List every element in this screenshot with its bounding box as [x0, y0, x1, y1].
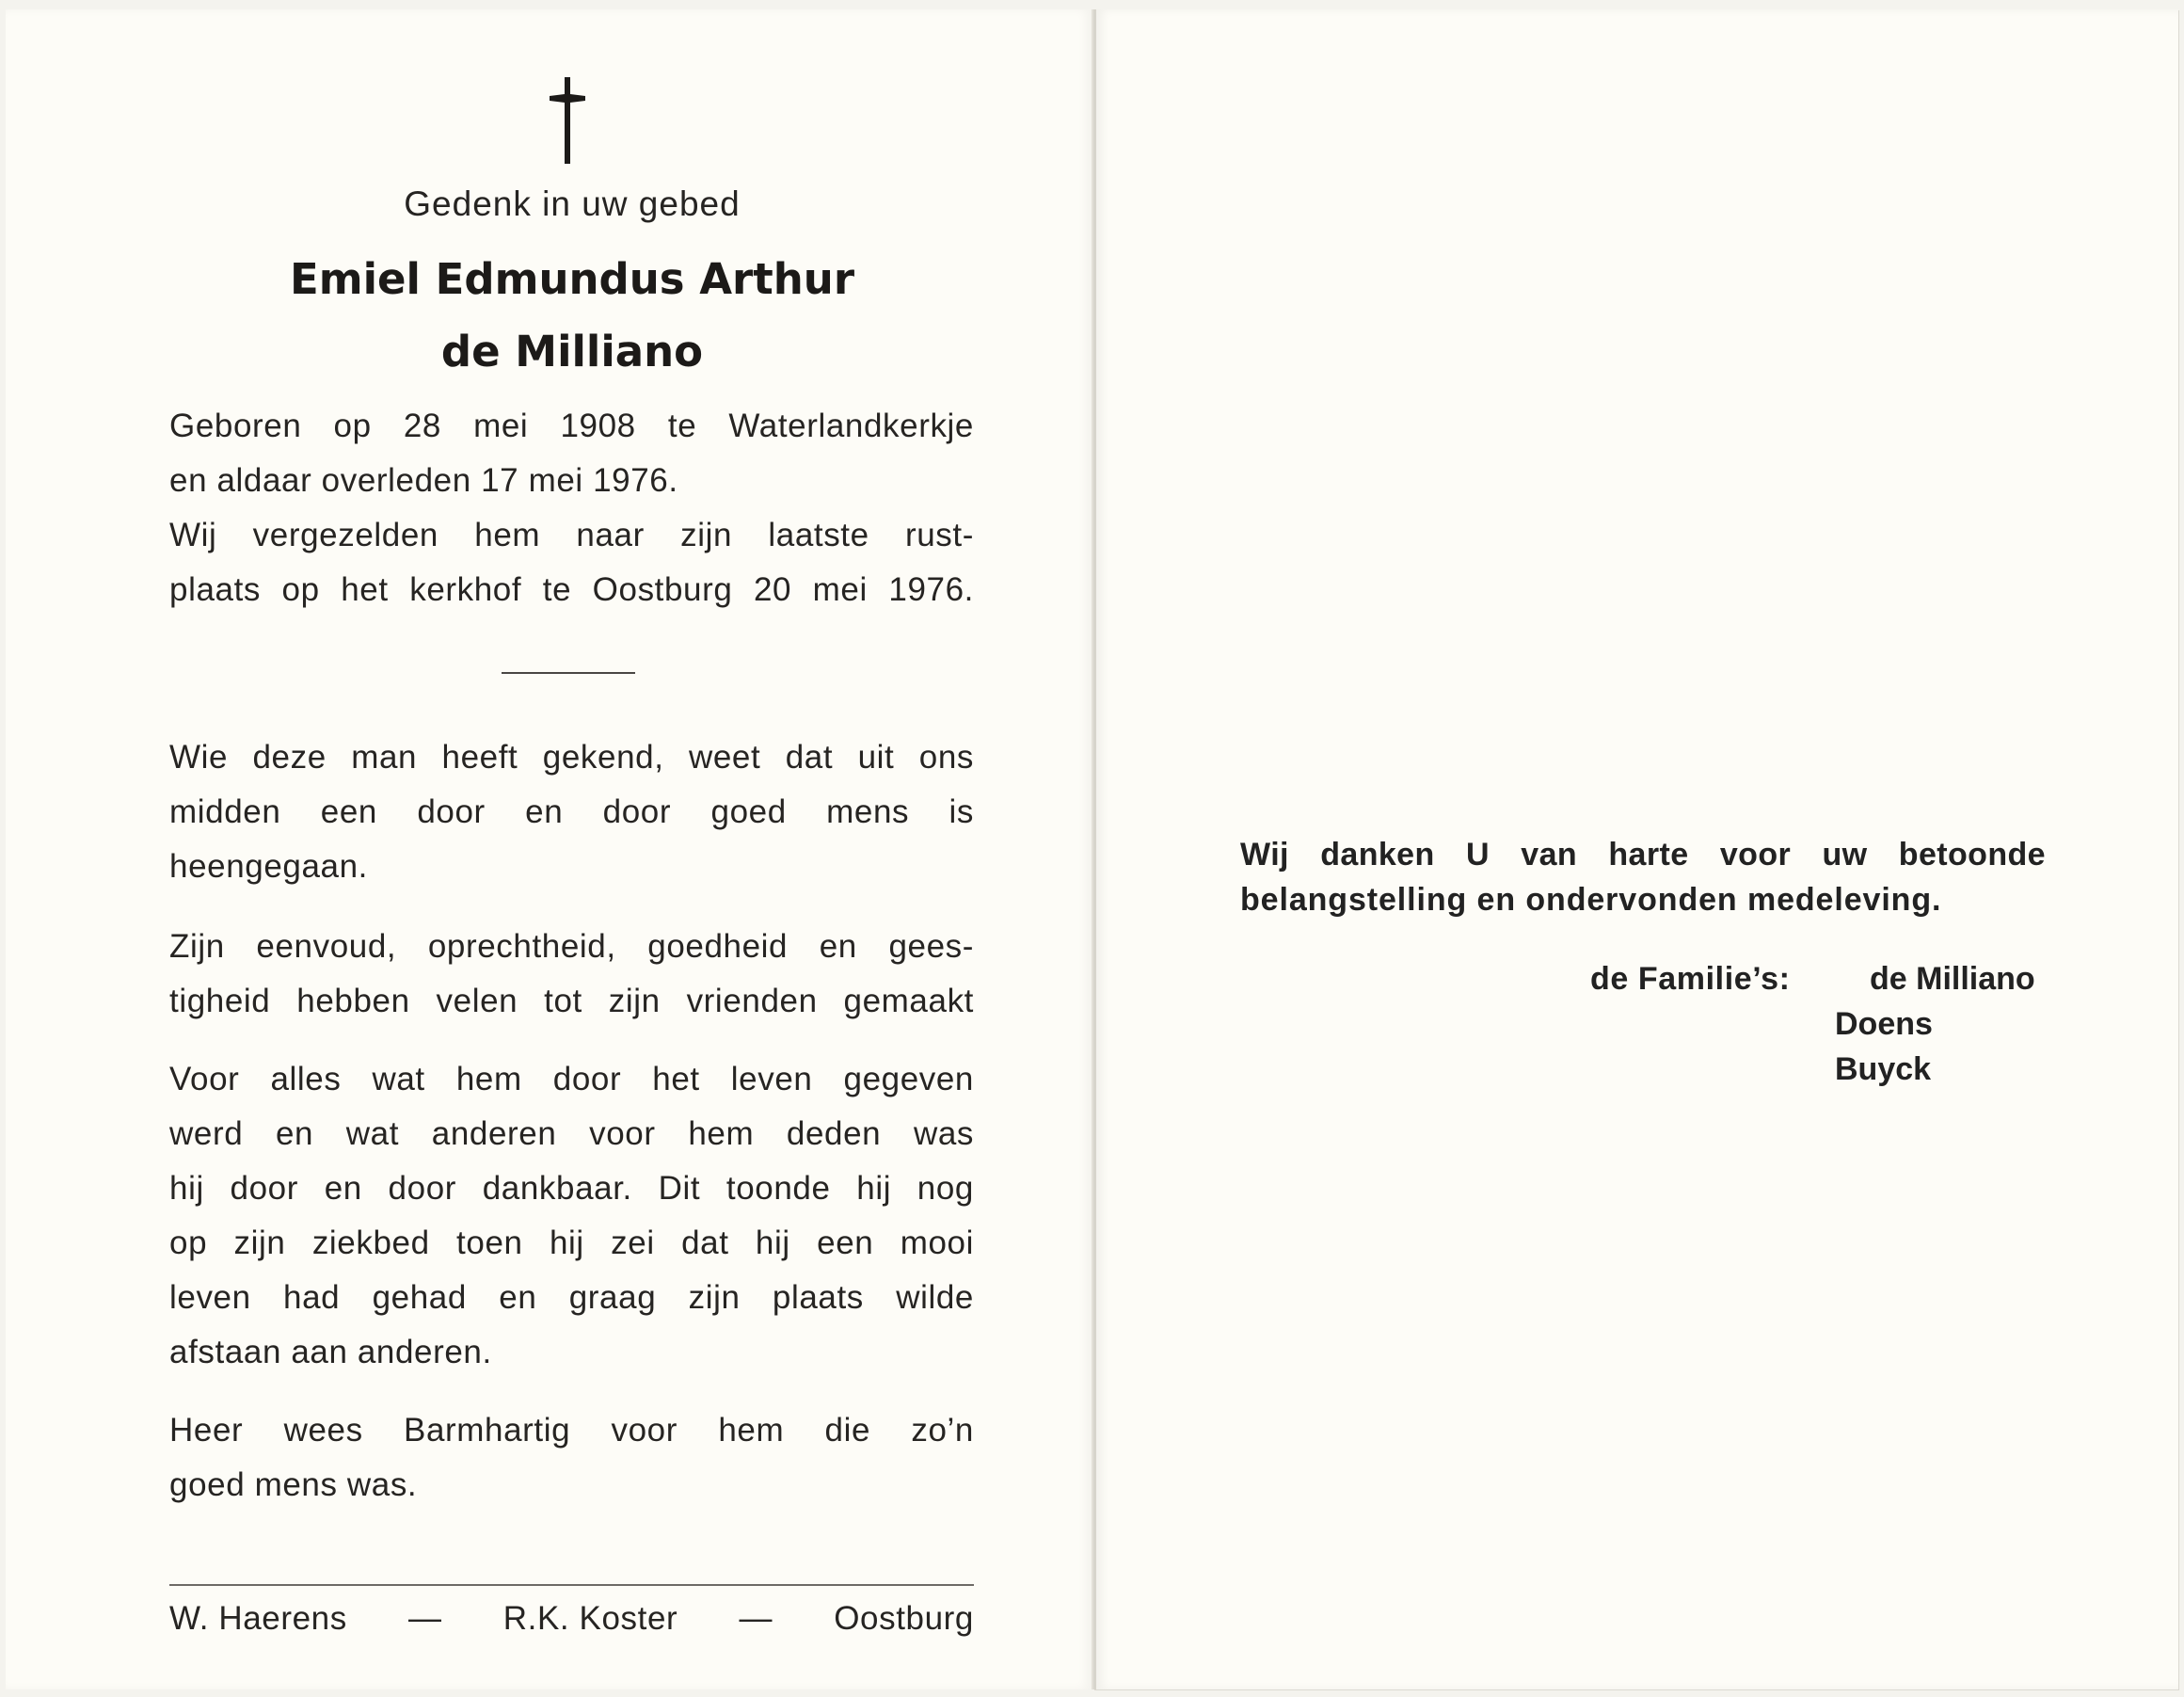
cross-icon	[546, 77, 589, 164]
subtitle: Gedenk in uw gebed	[404, 184, 741, 223]
text-line: goed mens was.	[169, 1466, 418, 1503]
text-line: Geboren op 28 mei 1908 te Waterlandkerkje	[169, 408, 974, 444]
separator-dash: —	[739, 1600, 773, 1637]
family-name: de Milliano	[1870, 961, 2035, 997]
text-line: tigheid hebben velen tot zijn vrienden gemaakt	[169, 983, 974, 1019]
text-line: midden een door en door goed mens is	[169, 793, 974, 830]
family-name: Doens	[1835, 1006, 1933, 1042]
text-line: leven had gehad en graag zijn plaats wilde	[169, 1279, 974, 1316]
text-line: plaats op het kerkhof te Oostburg 20 mei 1976.	[169, 571, 974, 608]
text-line: Voor alles wat hem door het leven gegeven	[169, 1061, 974, 1097]
text-line: Heer wees Barmhartig voor hem die zo’n	[169, 1412, 974, 1449]
text-line: op zijn ziekbed toen hij zei dat hij een mooi	[169, 1225, 974, 1261]
printer-place: Oostburg	[834, 1600, 974, 1637]
section-divider	[502, 672, 635, 674]
footer-divider	[169, 1584, 974, 1586]
separator-dash: —	[408, 1600, 442, 1637]
text-line: heengegaan.	[169, 848, 368, 885]
deceased-name-first: Emiel Edmundus Arthur	[289, 254, 855, 304]
text-line: hij door en door dankbaar. Dit toonde hij nog	[169, 1170, 974, 1207]
text-line: Zijn eenvoud, oprechtheid, goedheid en gees-	[169, 928, 974, 965]
text-line: werd en wat anderen voor hem deden was	[169, 1115, 974, 1152]
text-line: Wij vergezelden hem naar zijn laatste rust-	[169, 517, 974, 553]
text-line: Wij danken U van harte voor uw betoonde	[1240, 837, 2046, 873]
family-name: Buyck	[1835, 1051, 1932, 1087]
remembrance-paragraph-1	[169, 730, 974, 894]
text-line: belangstelling en ondervonden medeleving.	[1240, 882, 1942, 918]
remembrance-paragraph-3	[169, 1052, 974, 1380]
family-label: de Familie’s:	[1590, 961, 1791, 997]
birth-death-paragraph	[169, 399, 974, 617]
deceased-name-last: de Milliano	[440, 327, 704, 376]
printer-name: W. Haerens	[169, 1600, 347, 1637]
text-line: en aldaar overleden 17 mei 1976.	[169, 462, 678, 499]
prayer-paragraph	[169, 1403, 974, 1513]
thanks-message	[1240, 832, 2046, 922]
text-line: Wie deze man heeft gekend, weet dat uit ons	[169, 739, 974, 776]
remembrance-paragraph-2	[169, 920, 974, 1029]
printer-role: R.K. Koster	[502, 1600, 678, 1637]
text-line: afstaan aan anderen.	[169, 1334, 492, 1370]
printer-credit	[169, 1595, 974, 1642]
